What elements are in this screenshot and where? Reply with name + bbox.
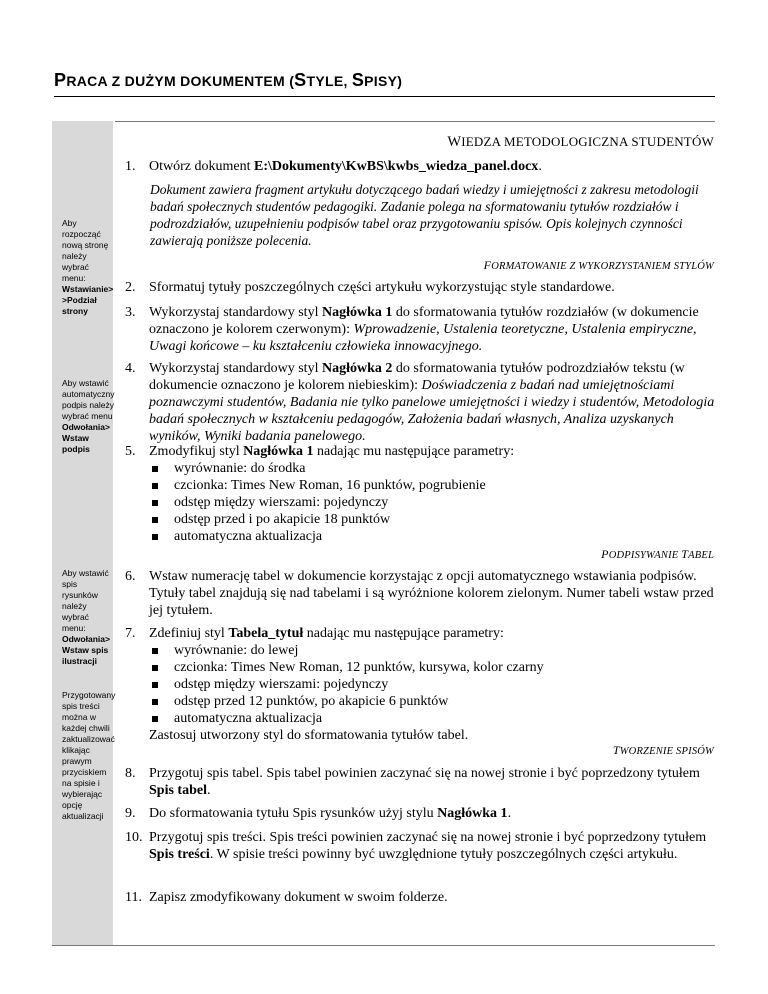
sidebar-tip-figures-list: Aby wstawić spis rysunków należy wybrać menu: Odwołania> Wstaw spis ilustracji <box>62 568 110 666</box>
list-item: odstęp między wierszami: pojedynczy <box>149 494 715 511</box>
list-item: czcionka: Times New Roman, 12 punktów, kursywa, kolor czarny <box>149 659 715 676</box>
step-1: 1. Otwórz dokument E:\Dokumenty\KwBS\kwbs_wiedza_panel.docx. <box>125 159 542 174</box>
list-item: wyrównanie: do lewej <box>149 642 715 659</box>
list-item: automatyczna aktualizacja <box>149 710 715 727</box>
top-divider <box>115 121 715 122</box>
step-3: 3. Wykorzystaj standardowy styl Nagłówka 1 do sformatowania tytułów rozdziałów (w dokumencie oznaczono je kolorem czerwonym): Wprowadzenie, Ustalenia teoretyczne, Ustalenia empiryczne, Uwagi końcowe – ku kształceniu człowieka innowacyjnego. <box>125 305 699 354</box>
section-heading-formatting: FORMATOWANIE Z WYKORZYSTANIEM STYLÓW <box>483 258 714 272</box>
list-item: automatyczna aktualizacja <box>149 528 715 545</box>
task-description: Dokument zawiera fragment artykułu dotyczącego badań wiedzy i umiejętności z zakresu metodologii badań społecznych studentów pedagogiki. Zadanie polega na sformatowaniu tytułów rozdziałów i podrozdziałów, uzupełnieniu podpisów tabel oraz przygotowaniu spisów. Opis kolejnych czynności zawierają poniższe polecenia. <box>150 182 699 248</box>
section-heading-main: WIEDZA METODOLOGICZNA STUDENTÓW <box>447 134 714 150</box>
bottom-divider <box>52 945 715 946</box>
step-9: 9. Do sformatowania tytułu Spis rysunków użyj stylu Nagłówka 1. <box>125 806 512 821</box>
step-7: 7. Zdefiniuj styl Tabela_tytuł nadając mu następujące parametry: wyrównanie: do lewej czcionka: Times New Roman, 12 punktów, kursywa, kolor czarny odstęp między wierszami: pojedynczy odstęp przed 12 punktów, po akapicie 6 punktów automatyczna aktualizacja Zastosuj utworzony styl do sformatowania tytułów tabel. <box>125 625 715 744</box>
page-title: PRACA Z DUŻYM DOKUMENTEM (STYLE, SPISY) <box>54 70 403 90</box>
sidebar-tip-toc-update: Przygotowany spis treści można w każdej chwili zaktualizować klikając prawym przyciskiem na spisie i wybierając opcję aktualizacji <box>62 690 116 821</box>
table-title-parameters-list <box>149 642 715 727</box>
step-4: 4. Wykorzystaj standardowy styl Nagłówka 2 do sformatowania tytułów podrozdziałów tekstu (w dokumencie oznaczono je kolorem niebieskim): Doświadczenia z badań nad umiejętnościami poznawczymi studentów, Badania nie tylko panelowe umiejętności i wiedzy i studentów, Metodologia badań społecznych w kształceniu pedagogów, Założenia badań własnych, Analiza uzyskanych wyników, Wyniki badania panelowego. <box>125 361 715 444</box>
heading1-parameters-list <box>149 460 715 545</box>
step-6: 6. Wstaw numerację tabel w dokumencie korzystając z opcji automatycznego wstawiania podpisów. Tytuły tabel znajdują się nad tabelami i są wyróżnione kolorem zielonym. Numer tabeli wstaw przed jej tytułem. <box>125 569 714 618</box>
section-heading-lists: TWORZENIE SPISÓW <box>612 743 714 757</box>
list-item: odstęp przed i po akapicie 18 punktów <box>149 511 715 528</box>
step-8: 8. Przygotuj spis tabel. Spis tabel powinien zaczynać się na nowej stronie i być poprzedzony tytułem Spis tabel. <box>125 766 700 798</box>
list-item: odstęp między wierszami: pojedynczy <box>149 676 715 693</box>
section-heading-tables: PODPISYWANIE TABEL <box>601 547 714 561</box>
list-item: czcionka: Times New Roman, 16 punktów, pogrubienie <box>149 477 715 494</box>
step-2: 2. Sformatuj tytuły poszczególnych części artykułu wykorzystując style standardowe. <box>125 280 615 295</box>
step-10: 10. Przygotuj spis treści. Spis treści powinien zaczynać się na nowej stronie i być poprzedzony tytułem Spis treści. W spisie treści powinny być uwzględnione tytuły poszczególnych części artykułu. <box>125 830 707 862</box>
sidebar-tip-page-break: Aby rozpocząć nową stronę należy wybrać menu: Wstawianie> >Podział strony <box>62 218 114 316</box>
step-11: 11. Zapisz zmodyfikowany dokument w swoim folderze. <box>125 890 448 905</box>
step-5: 5. Zmodyfikuj styl Nagłówka 1 nadając mu następujące parametry: wyrównanie: do środka czcionka: Times New Roman, 16 punktów, pogrubienie odstęp między wierszami: pojedynczy odstęp przed i po akapicie 18 punktów automatyczna aktualizacja <box>125 443 715 545</box>
title-divider <box>54 96 715 97</box>
list-item: wyrównanie: do środka <box>149 460 715 477</box>
list-item: odstęp przed 12 punktów, po akapicie 6 punktów <box>149 693 715 710</box>
sidebar-tip-caption: Aby wstawić automatyczny podpis należy wybrać menu Odwołania> Wstaw podpis <box>62 378 115 454</box>
